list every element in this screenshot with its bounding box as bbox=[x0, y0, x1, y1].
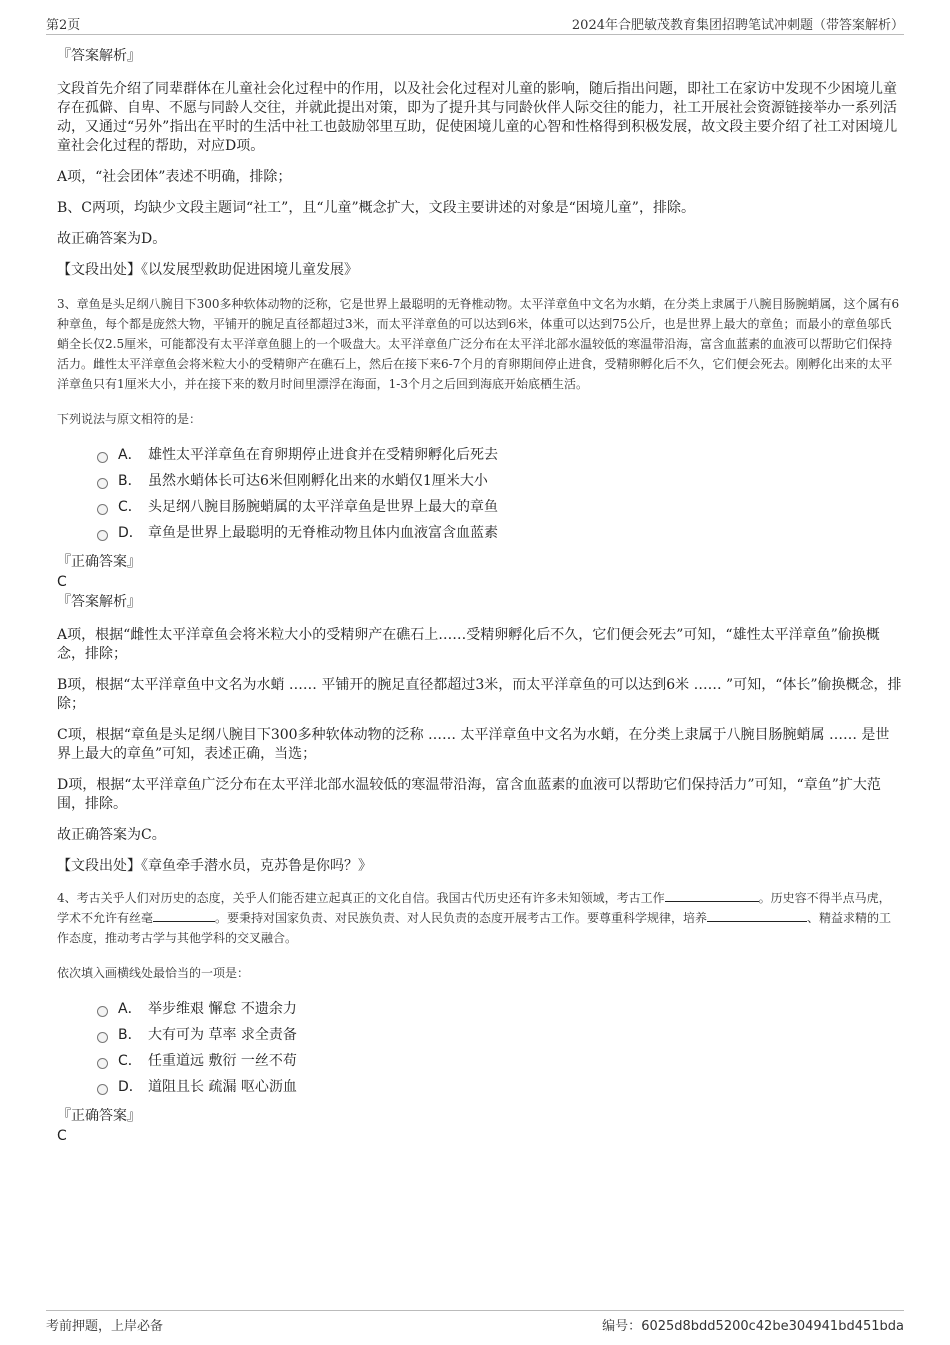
radio-icon[interactable] bbox=[97, 504, 108, 515]
q3-answer: C bbox=[57, 574, 67, 590]
q3-option-b[interactable] bbox=[97, 468, 902, 494]
q4-options bbox=[57, 996, 902, 1100]
q4-answer: C bbox=[57, 1128, 67, 1144]
option-letter: A． bbox=[118, 1001, 142, 1017]
footer-code-label: 编号： bbox=[602, 1319, 642, 1334]
q3-option-d[interactable] bbox=[97, 520, 902, 546]
option-letter: A． bbox=[118, 447, 142, 463]
q4-passage bbox=[57, 888, 902, 948]
option-text: 任重道远 敷衍 一丝不苟 bbox=[148, 1053, 297, 1069]
q3-option-c[interactable] bbox=[97, 494, 902, 520]
option-letter: C． bbox=[118, 1053, 142, 1069]
footer-code bbox=[602, 1315, 904, 1334]
q3-option-a[interactable] bbox=[97, 442, 902, 468]
page-header bbox=[46, 12, 904, 35]
q2-source: 【文段出处】《以发展型救助促进困境儿童发展》 bbox=[57, 262, 358, 278]
fill-blank-3 bbox=[707, 909, 807, 922]
q3-prompt: 下列说法与原文相符的是： bbox=[57, 412, 202, 426]
q3-options bbox=[57, 442, 902, 546]
q3-source: 【文段出处】《章鱼牵手潜水员，克苏鲁是你吗？》 bbox=[57, 858, 372, 874]
radio-icon[interactable] bbox=[97, 1006, 108, 1017]
option-text: 头足纲八腕目肠腕蛸属的太平洋章鱼是世界上最大的章鱼 bbox=[148, 499, 498, 515]
q4-passage-part: 。要秉持对国家负责、对民族负责、对人民负责的态度开展考古工作。要尊重科学规律，培养 bbox=[215, 911, 708, 925]
option-text: 大有可为 草率 求全责备 bbox=[148, 1027, 297, 1043]
q2-analysis-conclusion: 故正确答案为D。 bbox=[57, 231, 167, 247]
q2-analysis-option-a: A项，“社会团体”表述不明确，排除； bbox=[57, 169, 292, 185]
option-text: 虽然水蛸体长可达6米但刚孵化出来的水蛸仅1厘米大小 bbox=[148, 473, 488, 489]
q3-analysis-option-a: A项，根据“雌性太平洋章鱼会将米粒大小的受精卵产在礁石上……受精卵孵化后不久，它们便会死去”可知，“雄性太平洋章鱼”偷换概念，排除； bbox=[57, 627, 880, 662]
option-text: 雄性太平洋章鱼在育卵期停止进食并在受精卵孵化后死去 bbox=[148, 447, 498, 463]
footer-code-value: 6025d8bdd5200c42be304941bd451bda bbox=[641, 1319, 904, 1334]
footer-slogan: 考前押题，上岸必备 bbox=[46, 1319, 164, 1334]
q4-option-b[interactable] bbox=[97, 1022, 902, 1048]
q4-option-d[interactable] bbox=[97, 1074, 902, 1100]
q4-option-a[interactable] bbox=[97, 996, 902, 1022]
option-letter: D． bbox=[118, 525, 143, 541]
q4-prompt: 依次填入画横线处最恰当的一项是： bbox=[57, 966, 250, 980]
q2-analysis-option-bc: B、C两项，均缺少文段主题词“社工”，且“儿童”概念扩大，文段主要讲述的对象是“困境儿童”，排除。 bbox=[57, 200, 695, 216]
q3-analysis-option-d: D项，根据“太平洋章鱼广泛分布在太平洋北部水温较低的寒温带沿海，富含血蓝素的血液可以帮助它们保持活力”可知，“章鱼”扩大范围，排除。 bbox=[57, 777, 881, 812]
q4-passage-part: 、精益求精的工作态度，推动考古学与其他学科的交叉融合。 bbox=[57, 911, 892, 945]
q3-analysis-option-c: C项，根据“章鱼是头足纲八腕目下300多种软体动物的泛称 …… 太平洋章鱼中文名为水蛸，在分类上隶属于八腕目肠腕蛸属 …… 是世界上最大的章鱼”可知，表述正确，当选； bbox=[57, 727, 890, 762]
radio-icon[interactable] bbox=[97, 1084, 108, 1095]
q3-analysis-conclusion: 故正确答案为C。 bbox=[57, 827, 166, 843]
radio-icon[interactable] bbox=[97, 452, 108, 463]
fill-blank-1 bbox=[665, 889, 759, 902]
q2-analysis-label: 『答案解析』 bbox=[57, 48, 141, 64]
document-title: 2024年合肥敏茂教育集团招聘笔试冲刺题（带答案解析） bbox=[571, 18, 904, 33]
q3-passage: 3、章鱼是头足纲八腕目下300多种软体动物的泛称，它是世界上最聪明的无脊椎动物。太平洋章鱼中文名为水蛸，在分类上隶属于八腕目肠腕蛸属，这个属有6种章鱼，每个都是庞然大物，平铺开的腕足直径都超过3米，而太平洋章鱼的可以达到6米，体重可以达到75公斤，也是世界上最大的章鱼；而最小的章鱼邬氏蛸全长仅2.5厘米，可能都没有太平洋章鱼腿上的一个吸盘大。太平洋章鱼广泛分布在太平洋北部水温较低的寒温带沿海，富含血蓝素的血液可以帮助它们保持活力。雌性太平洋章鱼会将米粒大小的受精卵产在礁石上，然后在接下来6-7个月的育卵期间停止进食，受精卵孵化后不久，它们便会死去。刚孵化出来的太平洋章鱼只有1厘米大小，并在接下来的数月时间里漂浮在海面，1-3个月之后回到海底开始底栖生活。 bbox=[57, 297, 900, 391]
q4-passage-part: 4、考古关乎人们对历史的态度，关乎人们能否建立起真正的文化自信。我国古代历史还有许多未知领域，考古工作 bbox=[57, 891, 665, 905]
option-text: 道阻且长 疏漏 呕心沥血 bbox=[148, 1079, 297, 1095]
option-letter: B． bbox=[118, 1027, 142, 1043]
option-text: 举步维艰 懈怠 不遗余力 bbox=[148, 1001, 297, 1017]
page-footer bbox=[46, 1310, 904, 1335]
page-number: 第2页 bbox=[46, 18, 81, 33]
radio-icon[interactable] bbox=[97, 530, 108, 541]
q3-analysis-option-b: B项，根据“太平洋章鱼中文名为水蛸 …… 平铺开的腕足直径都超过3米，而太平洋章鱼的可以达到6米 …… ”可知，“体长”偷换概念，排除； bbox=[57, 677, 902, 712]
q2-analysis-paragraph: 文段首先介绍了同辈群体在儿童社会化过程中的作用，以及社会化过程对儿童的影响，随后指出问题，即社工在家访中发现不少困境儿童存在孤僻、自卑、不愿与同龄人交往，并就此提出对策，即为了提升其与同龄伙伴人际交往的能力，社工开展社会资源链接举办一系列活动，又通过“另外”指出在平时的生活中社工也鼓励邻里互助，促使困境儿童的心智和性格得到积极发展，故文段主要介绍了社工对困境儿童社会化过程的帮助，对应D项。 bbox=[57, 81, 898, 154]
q4-answer-label: 『正确答案』 bbox=[57, 1108, 141, 1124]
q3-answer-label: 『正确答案』 bbox=[57, 554, 141, 570]
option-text: 章鱼是世界上最聪明的无脊椎动物且体内血液富含血蓝素 bbox=[148, 525, 498, 541]
q3-analysis-label: 『答案解析』 bbox=[57, 594, 141, 610]
radio-icon[interactable] bbox=[97, 1032, 108, 1043]
q4-option-c[interactable] bbox=[97, 1048, 902, 1074]
radio-icon[interactable] bbox=[97, 478, 108, 489]
radio-icon[interactable] bbox=[97, 1058, 108, 1069]
option-letter: B． bbox=[118, 473, 142, 489]
page-content bbox=[57, 46, 902, 1146]
option-letter: D． bbox=[118, 1079, 143, 1095]
fill-blank-2 bbox=[153, 909, 215, 922]
q4-passage-part: 。历史容不得半点马虎，学术不允许有丝毫 bbox=[57, 891, 891, 925]
option-letter: C． bbox=[118, 499, 142, 515]
